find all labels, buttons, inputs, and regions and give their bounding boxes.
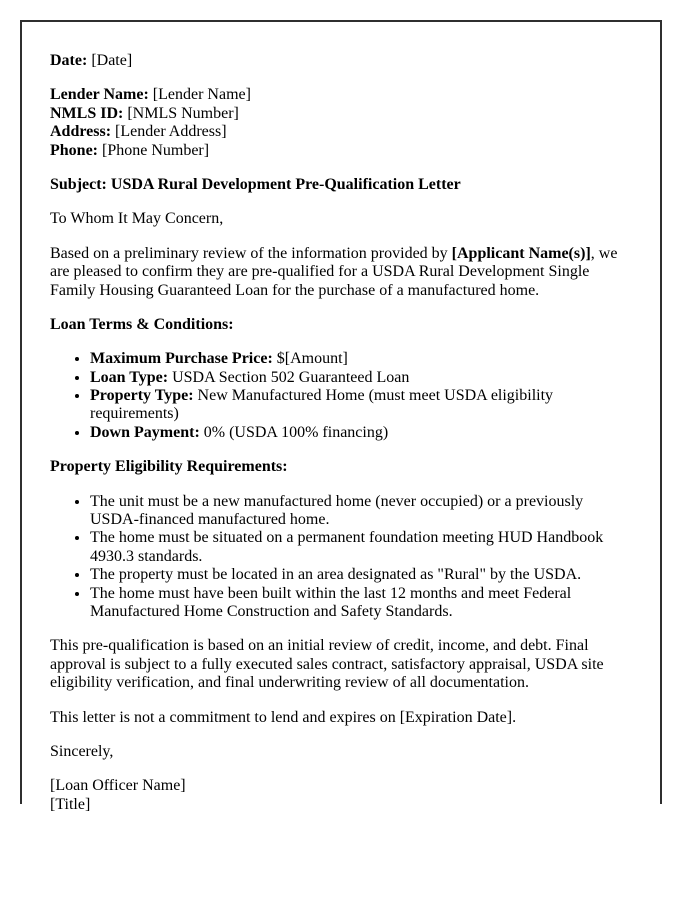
- signoff: Sincerely,: [50, 742, 114, 760]
- subject-text: Subject: USDA Rural Development Pre-Qualification Letter: [50, 175, 461, 193]
- signature-block: [50, 777, 632, 814]
- list-item: [90, 369, 632, 387]
- nmls-id-label: NMLS ID:: [50, 104, 124, 122]
- list-item: [90, 424, 632, 442]
- loan-terms-list: [50, 350, 632, 442]
- loan-term-value: $[Amount]: [276, 350, 348, 368]
- loan-term-label: Maximum Purchase Price:: [90, 350, 273, 368]
- phone-label: Phone:: [50, 141, 98, 159]
- subject-line: [50, 176, 632, 194]
- address-value: [Lender Address]: [115, 123, 227, 141]
- disclaimer-paragraph: This pre-qualification is based on an initial review of credit, income, and debt. Final approval is subject to a fully executed sales contract, satisfactory appraisal, USDA site eligibility verification, and final underwriting review of all documentation.: [50, 637, 604, 692]
- date-line: [50, 52, 632, 70]
- salutation: To Whom It May Concern,: [50, 210, 224, 228]
- list-item: • The home must be situated on a permanent foundation meeting HUD Handbook 4930.3 standards.: [90, 529, 632, 566]
- loan-term-value: USDA Section 502 Guaranteed Loan: [172, 368, 410, 386]
- address-label: Address:: [50, 123, 112, 141]
- eligibility-list: [50, 493, 632, 622]
- intro-after: , we are pleased to confirm they are pre-qualified for a USDA Rural Development Single Family Housing Guaranteed Loan for the purchase of a manufactured home.: [50, 244, 618, 299]
- loan-officer-name-placeholder: [Loan Officer Name]: [50, 777, 186, 795]
- phone-value: [Phone Number]: [102, 141, 210, 159]
- eligibility-heading: Property Eligibility Requirements:: [50, 458, 288, 476]
- loan-term-label: Loan Type:: [90, 368, 169, 386]
- nmls-id-value: [NMLS Number]: [127, 104, 239, 122]
- loan-terms-heading: Loan Terms & Conditions:: [50, 315, 234, 333]
- date-label: Date:: [50, 52, 88, 69]
- list-item: • The property must be located in an area designated as "Rural" by the USDA.: [90, 566, 632, 584]
- lender-info-block: [50, 86, 632, 160]
- list-item: • The home must have been built within the last 12 months and meet Federal Manufactured Home Construction and Safety Standards.: [90, 585, 632, 622]
- title-placeholder: [Title]: [50, 795, 91, 813]
- list-item: [90, 350, 632, 368]
- letter-page: [20, 20, 662, 813]
- list-item: • The unit must be a new manufactured home (never occupied) or a previously USDA-financed manufactured home.: [90, 493, 632, 530]
- lender-name-value: [Lender Name]: [152, 86, 251, 104]
- loan-term-label: Property Type:: [90, 387, 194, 405]
- intro-before: Based on a preliminary review of the information provided by: [50, 244, 452, 262]
- applicant-name-placeholder: [Applicant Name(s)]: [451, 244, 591, 262]
- loan-term-value: New Manufactured Home (must meet USDA eligibility requirements): [90, 387, 554, 423]
- intro-paragraph: [50, 245, 632, 300]
- loan-term-label: Down Payment:: [90, 423, 200, 441]
- date-value: [Date]: [91, 52, 133, 69]
- lender-name-label: Lender Name:: [50, 86, 149, 104]
- loan-term-value: 0% (USDA 100% financing): [203, 423, 389, 441]
- list-item: [90, 387, 632, 424]
- expiration-paragraph: This letter is not a commitment to lend and expires on [Expiration Date].: [50, 708, 517, 726]
